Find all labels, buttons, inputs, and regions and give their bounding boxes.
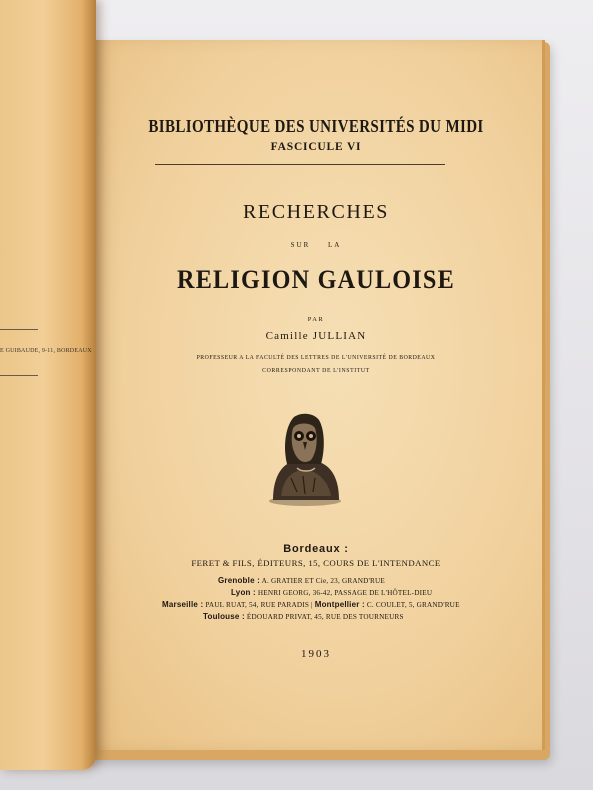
publication-year: 1903 — [301, 648, 331, 660]
distributor-marseille-montpellier — [162, 600, 460, 609]
author-affiliation: PROFESSEUR A LA FACULTÉ DES LETTRES DE L'UNIVERSITÉ DE BORDEAUX — [196, 355, 436, 361]
title-line-recherches: RECHERCHES — [242, 201, 390, 223]
title-divider — [155, 164, 445, 165]
book-title: RELIGION GAULOISE — [177, 265, 455, 294]
imprint-rule-top — [0, 329, 38, 330]
facing-page — [0, 0, 96, 770]
distributor-address: PAUL RUAT, 54, RUE PARADIS | — [205, 601, 313, 609]
distributor-address: HENRI GEORG, 36-42, PASSAGE DE L'HÔTEL-DIEU — [257, 589, 433, 597]
fascicule-label: FASCICULE VI — [270, 141, 362, 153]
distributor-address: A. GRATIER ET Cie, 23, GRAND'RUE — [261, 577, 385, 585]
distributor-city: Toulouse : — [203, 612, 245, 621]
author-name: Camille JULLIAN — [265, 330, 367, 342]
distributor-grenoble — [218, 576, 385, 585]
distributor-address: ÉDOUARD PRIVAT, 45, RUE DES TOURNEURS — [246, 613, 404, 621]
printer-imprint: E GUIBAUDE, 9-11, BORDEAUX — [0, 348, 92, 354]
publisher-city: Bordeaux : — [283, 543, 349, 555]
distributor-city: Grenoble : — [218, 576, 261, 585]
by-label: PAR — [307, 316, 325, 323]
author-membership: CORRESPONDANT DE L'INSTITUT — [262, 368, 370, 374]
distributor-toulouse — [203, 612, 404, 621]
distributor-city: Marseille : — [162, 600, 204, 609]
distributor-lyon — [231, 588, 432, 597]
series-title: BIBLIOTHÈQUE DES UNIVERSITÉS DU MIDI — [148, 116, 484, 136]
distributor-city: Montpellier : — [314, 600, 365, 609]
imprint-rule-bottom — [0, 375, 38, 376]
title-line-sur-la: SUR LA — [290, 241, 342, 249]
distributor-address: C. COULET, 5, GRAND'RUE — [366, 601, 460, 609]
publisher-name: FERET & FILS, ÉDITEURS, 15, COURS DE L'INTENDANCE — [191, 558, 441, 568]
distributor-city: Lyon : — [231, 588, 256, 597]
gaulish-bust-engraving — [263, 408, 347, 506]
